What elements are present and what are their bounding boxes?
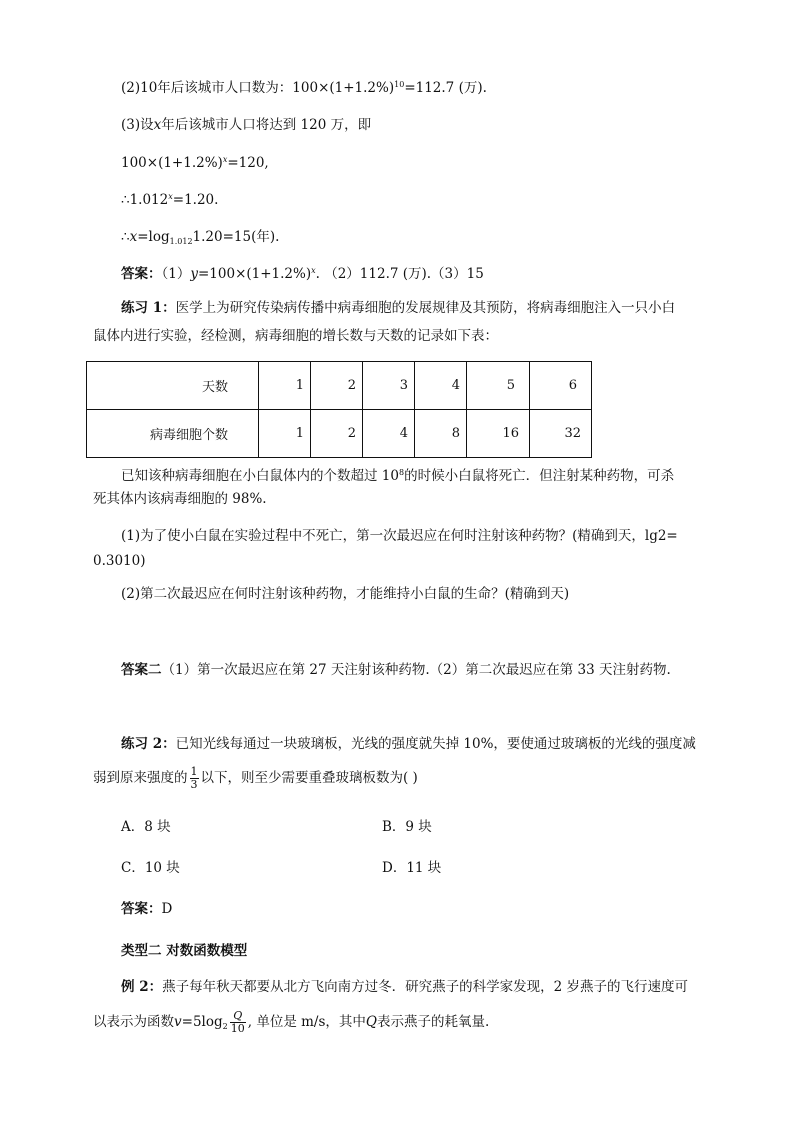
section-heading-type-2: 类型二 对数函数模型 [121,943,248,959]
equation-line-1: $100\times(1+1.2\%)^x=120$, [121,155,269,171]
exercise-1-paragraph-line-1: 已知该种病毒细胞在小白鼠体内的个数超过 $10^8$的时候小白鼠将死亡．但注射某种药物，可杀 [121,468,675,484]
table-cell: 2 [311,362,363,410]
option-c: C．10 块 [121,860,180,876]
exercise-1-question-2: (2)第二次最迟应在何时注射该种药物，才能维持小白鼠的生命？(精确到天) [121,586,570,602]
solution-line-3: (3)设x年后该城市人口将达到 120 万，即 [121,117,372,133]
example-2-line-2: 以表示为函数$v=5\log_2$ $\frac{Q}{10}$ , 单位是 m/s，其中Q表示燕子的耗氧量. [93,1009,490,1035]
table-cell: 8 [415,410,467,458]
exercise-2-line-2: 弱到原来强度的 $\frac{1}{3}$ 以下，则至少需要重叠玻璃板数为( ) [93,765,418,791]
table-cell: 4 [363,410,415,458]
option-d: D．11 块 [382,860,442,876]
fraction-q-over-10: $\frac{Q}{10}$ [230,1009,245,1035]
option-b: B．9 块 [382,819,432,835]
table-cell: 1 [259,362,311,410]
fraction-one-third: $\frac{1}{3}$ [190,765,198,791]
equation-line-2: $\therefore 1.012^x=1.20$. [121,192,219,208]
table-cell: 4 [415,362,467,410]
table-cell: 5 [467,362,530,410]
exercise-1-paragraph-line-2: 死其体内该病毒细胞的 98%. [93,491,267,507]
exercise-1-question-1-line-2: 0.3010) [93,553,146,569]
virus-data-table [86,361,592,458]
exercise-2-line-1: 练习 2：已知光线每通过一块玻璃板，光线的强度就失掉 10%，要使通过玻璃板的光线的强度减 [121,736,696,752]
equation-line-3: $\therefore x=\log_{1.012}1.20=15$(年). [121,229,280,246]
exercise-1-line-1: 练习 1：医学上为研究传染病传播中病毒细胞的发展规律及其预防，将病毒细胞注入一只小白 [121,300,676,316]
table-row [87,362,592,410]
exercise-1-question-1-line-1: (1)为了使小白鼠在实验过程中不死亡，第一次最迟应在何时注射该种药物？(精确到天，lg2= [121,528,678,544]
answer-3: 答案：D [121,901,173,917]
table-row [87,410,592,458]
option-a: A．8 块 [121,819,171,835]
table-cell: 3 [363,362,415,410]
table-cell: 6 [530,362,592,410]
answer-1: 答案：$(1)y=100\times(1+1.2\%)^x$. （2）112.7 (万).（3）15 [121,266,484,282]
table-cell: 1 [259,410,311,458]
answer-2: 答案二（1）第一次最迟应在第 27 天注射该种药物.（2）第二次最迟应在第 33 天注射药物. [121,662,671,678]
solution-line-2: (2)10年后该城市人口数为：$100\times(1+1.2\%)^{10}=112.7$ (万). [121,80,487,96]
example-2-line-1: 例 2：燕子每年秋天都要从北方飞向南方过冬．研究燕子的科学家发现，2 岁燕子的飞行速度可 [121,979,688,995]
table-header-days: 天数 [87,362,259,410]
table-header-cells: 病毒细胞个数 [87,410,259,458]
exercise-1-line-2: 鼠体内进行实验，经检测，病毒细胞的增长数与天数的记录如下表： [93,328,498,344]
table-cell: 32 [530,410,592,458]
table-cell: 2 [311,410,363,458]
table-cell: 16 [467,410,530,458]
